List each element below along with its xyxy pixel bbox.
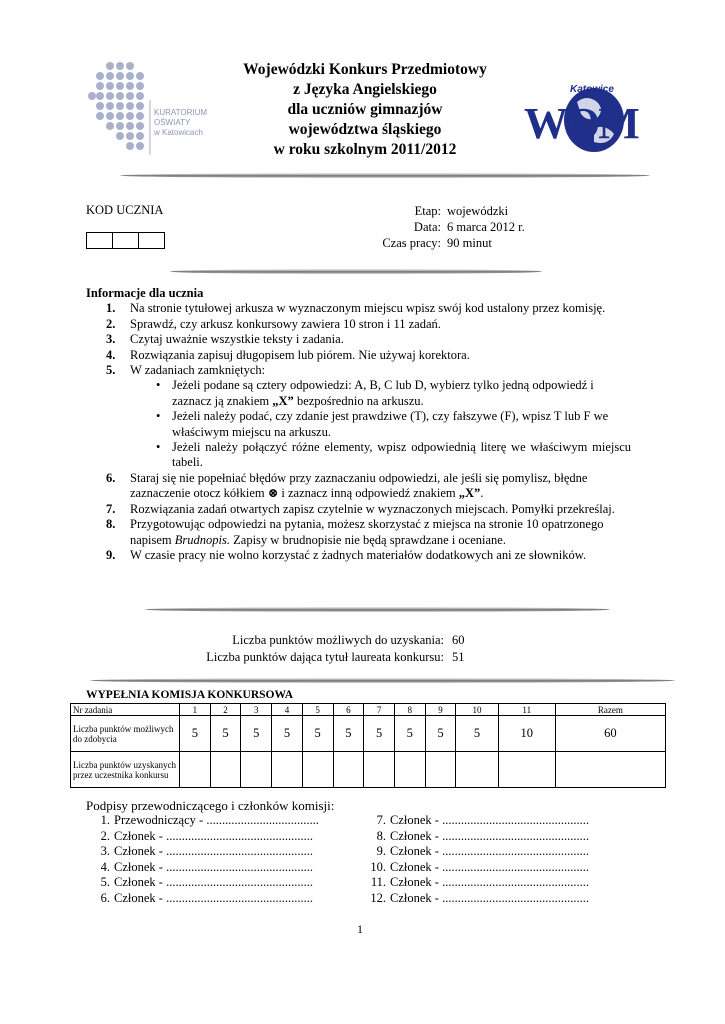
komisja-title: WYPEŁNIA KOMISJA KONKURSOWA [86, 689, 294, 701]
signatures-right [362, 813, 589, 906]
instruction-item: 1. Na stronie tytułowej arkusza w wyznaczonym miejscu wpisz swój kod ustalony przez komisję. [106, 301, 606, 316]
score-cell[interactable] [180, 752, 211, 788]
score-cell[interactable] [498, 752, 555, 788]
col-header: 1 [180, 704, 211, 716]
score-cell[interactable] [456, 752, 498, 788]
instruction-item: 5. W zadaniach zamkniętych: • Jeżeli podane są cztery odpowiedzi: A, B, C lub D, wybierz tylko jedną odpowiedź i zaznacz ją znakiem „X” bezpośrednio na arkuszu. • Jeżeli należy podać, czy zdanie jest prawdziwe (T), czy fałszywe (F), wpisz T lub F we właściwym miejscu na arkuszu. • Jeżeli należy połączyć różne elementy, wpisz odpowiednią literę we właściwym miejscu tabeli. [106, 363, 631, 470]
max-cell: 5 [425, 716, 456, 752]
signatures-title: Podpisy przewodniczącego i członków komisji: [86, 798, 335, 813]
score-cell[interactable] [394, 752, 425, 788]
page-number: 1 [357, 922, 363, 936]
col-header: 8 [394, 704, 425, 716]
divider-3 [145, 607, 610, 612]
col-header: 4 [272, 704, 303, 716]
instruction-item: 7. Rozwiązania zadań otwartych zapisz czytelnie w wyznaczonych miejscach. Pomyłki przekreślaj. [106, 501, 615, 516]
score-cell[interactable] [272, 752, 303, 788]
meta-key: Etap: [414, 204, 441, 218]
exam-meta [370, 203, 528, 251]
instruction-subitem: • Jeżeli podane są cztery odpowiedzi: A, B, C lub D, wybierz tylko jedną odpowiedź i zaznacz ją znakiem „X” bezpośrednio na arkuszu. [156, 378, 594, 408]
instruction-subitem: • Jeżeli należy podać, czy zdanie jest prawdziwe (T), czy fałszywe (F), wpisz T lub F we właściwym miejscu na arkuszu. [156, 409, 609, 439]
max-cell: 5 [302, 716, 333, 752]
meta-value: 6 marca 2012 r. [447, 220, 525, 234]
max-cell: 5 [210, 716, 241, 752]
instruction-item: 2. Sprawdź, czy arkusz konkursowy zawiera 10 stron i 11 zadań. [106, 316, 441, 331]
signature-line: 5. Członek - ............................................... [100, 875, 313, 889]
signature-line: 10. Członek - ............................................... [370, 859, 589, 874]
divider-4 [90, 678, 675, 683]
score-cell[interactable] [333, 752, 364, 788]
instruction-subitem: • Jeżeli należy połączyć różne elementy, wpisz odpowiednią literę we właściwym miejscu tabeli. [156, 440, 631, 470]
col-header: 2 [210, 704, 241, 716]
kuratorium-text-3: w Katowicach [154, 128, 203, 137]
col-header: 11 [498, 704, 555, 716]
kod-box[interactable] [138, 232, 165, 249]
score-cell[interactable] [364, 752, 395, 788]
max-cell: 60 [555, 716, 665, 752]
signature-line: 3. Członek - ............................................... [100, 844, 313, 858]
max-cell: 5 [394, 716, 425, 752]
points-summary [150, 632, 469, 666]
col-header: 9 [425, 704, 456, 716]
signature-line: 9. Członek - ............................................... [376, 844, 589, 858]
signature-line: 2. Członek - ............................................... [100, 828, 313, 843]
row-got-label: Liczba punktów uzyskanych przez uczestnika konkursu [71, 752, 180, 788]
points-label: Liczba punktów możliwych do uzyskania: [232, 633, 444, 647]
points-value: 51 [452, 650, 465, 664]
col-header: 3 [241, 704, 272, 716]
wom-logo [522, 80, 642, 160]
col-header: 6 [333, 704, 364, 716]
kod-ucznia-label: KOD UCZNIA [86, 203, 164, 217]
instruction-item: 9. W czasie pracy nie wolno korzystać z żadnych materiałów dodatkowych ani ze słowników. [106, 547, 587, 562]
wom-letters: WOM [524, 99, 638, 148]
signatures-left [86, 813, 319, 906]
kuratorium-logo [88, 60, 208, 160]
instructions [86, 286, 631, 563]
signature-line: 6. Członek - ............................................... [100, 890, 313, 905]
col-header: 7 [364, 704, 395, 716]
dots-logo-icon [88, 60, 158, 160]
kod-ucznia-boxes[interactable] [86, 232, 164, 249]
score-cell[interactable] [425, 752, 456, 788]
kod-box[interactable] [86, 232, 113, 249]
instructions-heading: Informacje dla ucznia [86, 286, 204, 300]
instruction-item: 4. Rozwiązania zapisuj długopisem lub piórem. Nie używaj korektora. [106, 347, 470, 362]
row-max-label: Liczba punktów możliwych do zdobycia [71, 716, 180, 752]
signature-line: 12. Członek - ............................................... [370, 890, 589, 905]
score-cell[interactable] [302, 752, 333, 788]
col-header: Razem [555, 704, 665, 716]
col-header: 10 [456, 704, 498, 716]
scores-table [70, 703, 666, 788]
max-cell: 5 [180, 716, 211, 752]
score-cell[interactable] [241, 752, 272, 788]
signature-line: 11. Członek - ............................................... [370, 875, 589, 889]
max-cell: 10 [498, 716, 555, 752]
points-value: 60 [452, 633, 465, 647]
page-title: Wojewódzki Konkurs Przedmiotowy z Języka Angielskiego dla uczniów gimnazjów województwa śląskiego w roku szkolnym 2011/2012 [243, 61, 487, 158]
score-cell[interactable] [210, 752, 241, 788]
meta-value: 90 minut [447, 236, 492, 250]
meta-key: Data: [413, 220, 441, 234]
max-cell: 5 [272, 716, 303, 752]
circled-x-icon: ⊗ [267, 486, 279, 501]
max-cell: 5 [364, 716, 395, 752]
signature-line: 7. Członek - ............................................... [376, 813, 589, 827]
divider-2 [170, 269, 542, 274]
meta-key: Czas pracy: [382, 236, 441, 250]
kuratorium-text-1: KURATORIUM [154, 108, 208, 117]
instruction-item: 6. Staraj się nie popełniać błędów przy zaznaczaniu odpowiedzi, ale jeśli się pomylisz, błędne zaznaczenie otocz kółkiem ⊗ i zaznacz inną odpowiedź znakiem „X”. [106, 470, 588, 501]
signature-line: 1. Przewodniczący - .................................... [100, 813, 319, 827]
signature-line: 4. Członek - ............................................... [100, 859, 313, 874]
max-cell: 5 [456, 716, 498, 752]
divider-1 [120, 173, 650, 178]
col-header: 5 [302, 704, 333, 716]
kod-box[interactable] [112, 232, 139, 249]
kuratorium-text-2: OŚWIATY [154, 118, 191, 127]
signature-line: 8. Członek - ............................................... [376, 828, 589, 843]
points-label: Liczba punktów dająca tytuł laureata konkursu: [206, 650, 444, 664]
meta-value: wojewódzki [447, 204, 509, 218]
wom-city: Katowice [570, 84, 614, 95]
max-cell: 5 [333, 716, 364, 752]
instruction-item: 3. Czytaj uważnie wszystkie teksty i zadania. [106, 332, 344, 347]
score-cell[interactable] [555, 752, 665, 788]
instruction-item: 8. Przygotowując odpowiedzi na pytania, możesz skorzystać z miejsca na stronie 10 opatrzonego napisem Brudnopis. Zapisy w brudnopisie nie będą sprawdzane i oceniane. [106, 517, 604, 547]
max-cell: 5 [241, 716, 272, 752]
row-header-label: Nr zadania [71, 704, 180, 716]
